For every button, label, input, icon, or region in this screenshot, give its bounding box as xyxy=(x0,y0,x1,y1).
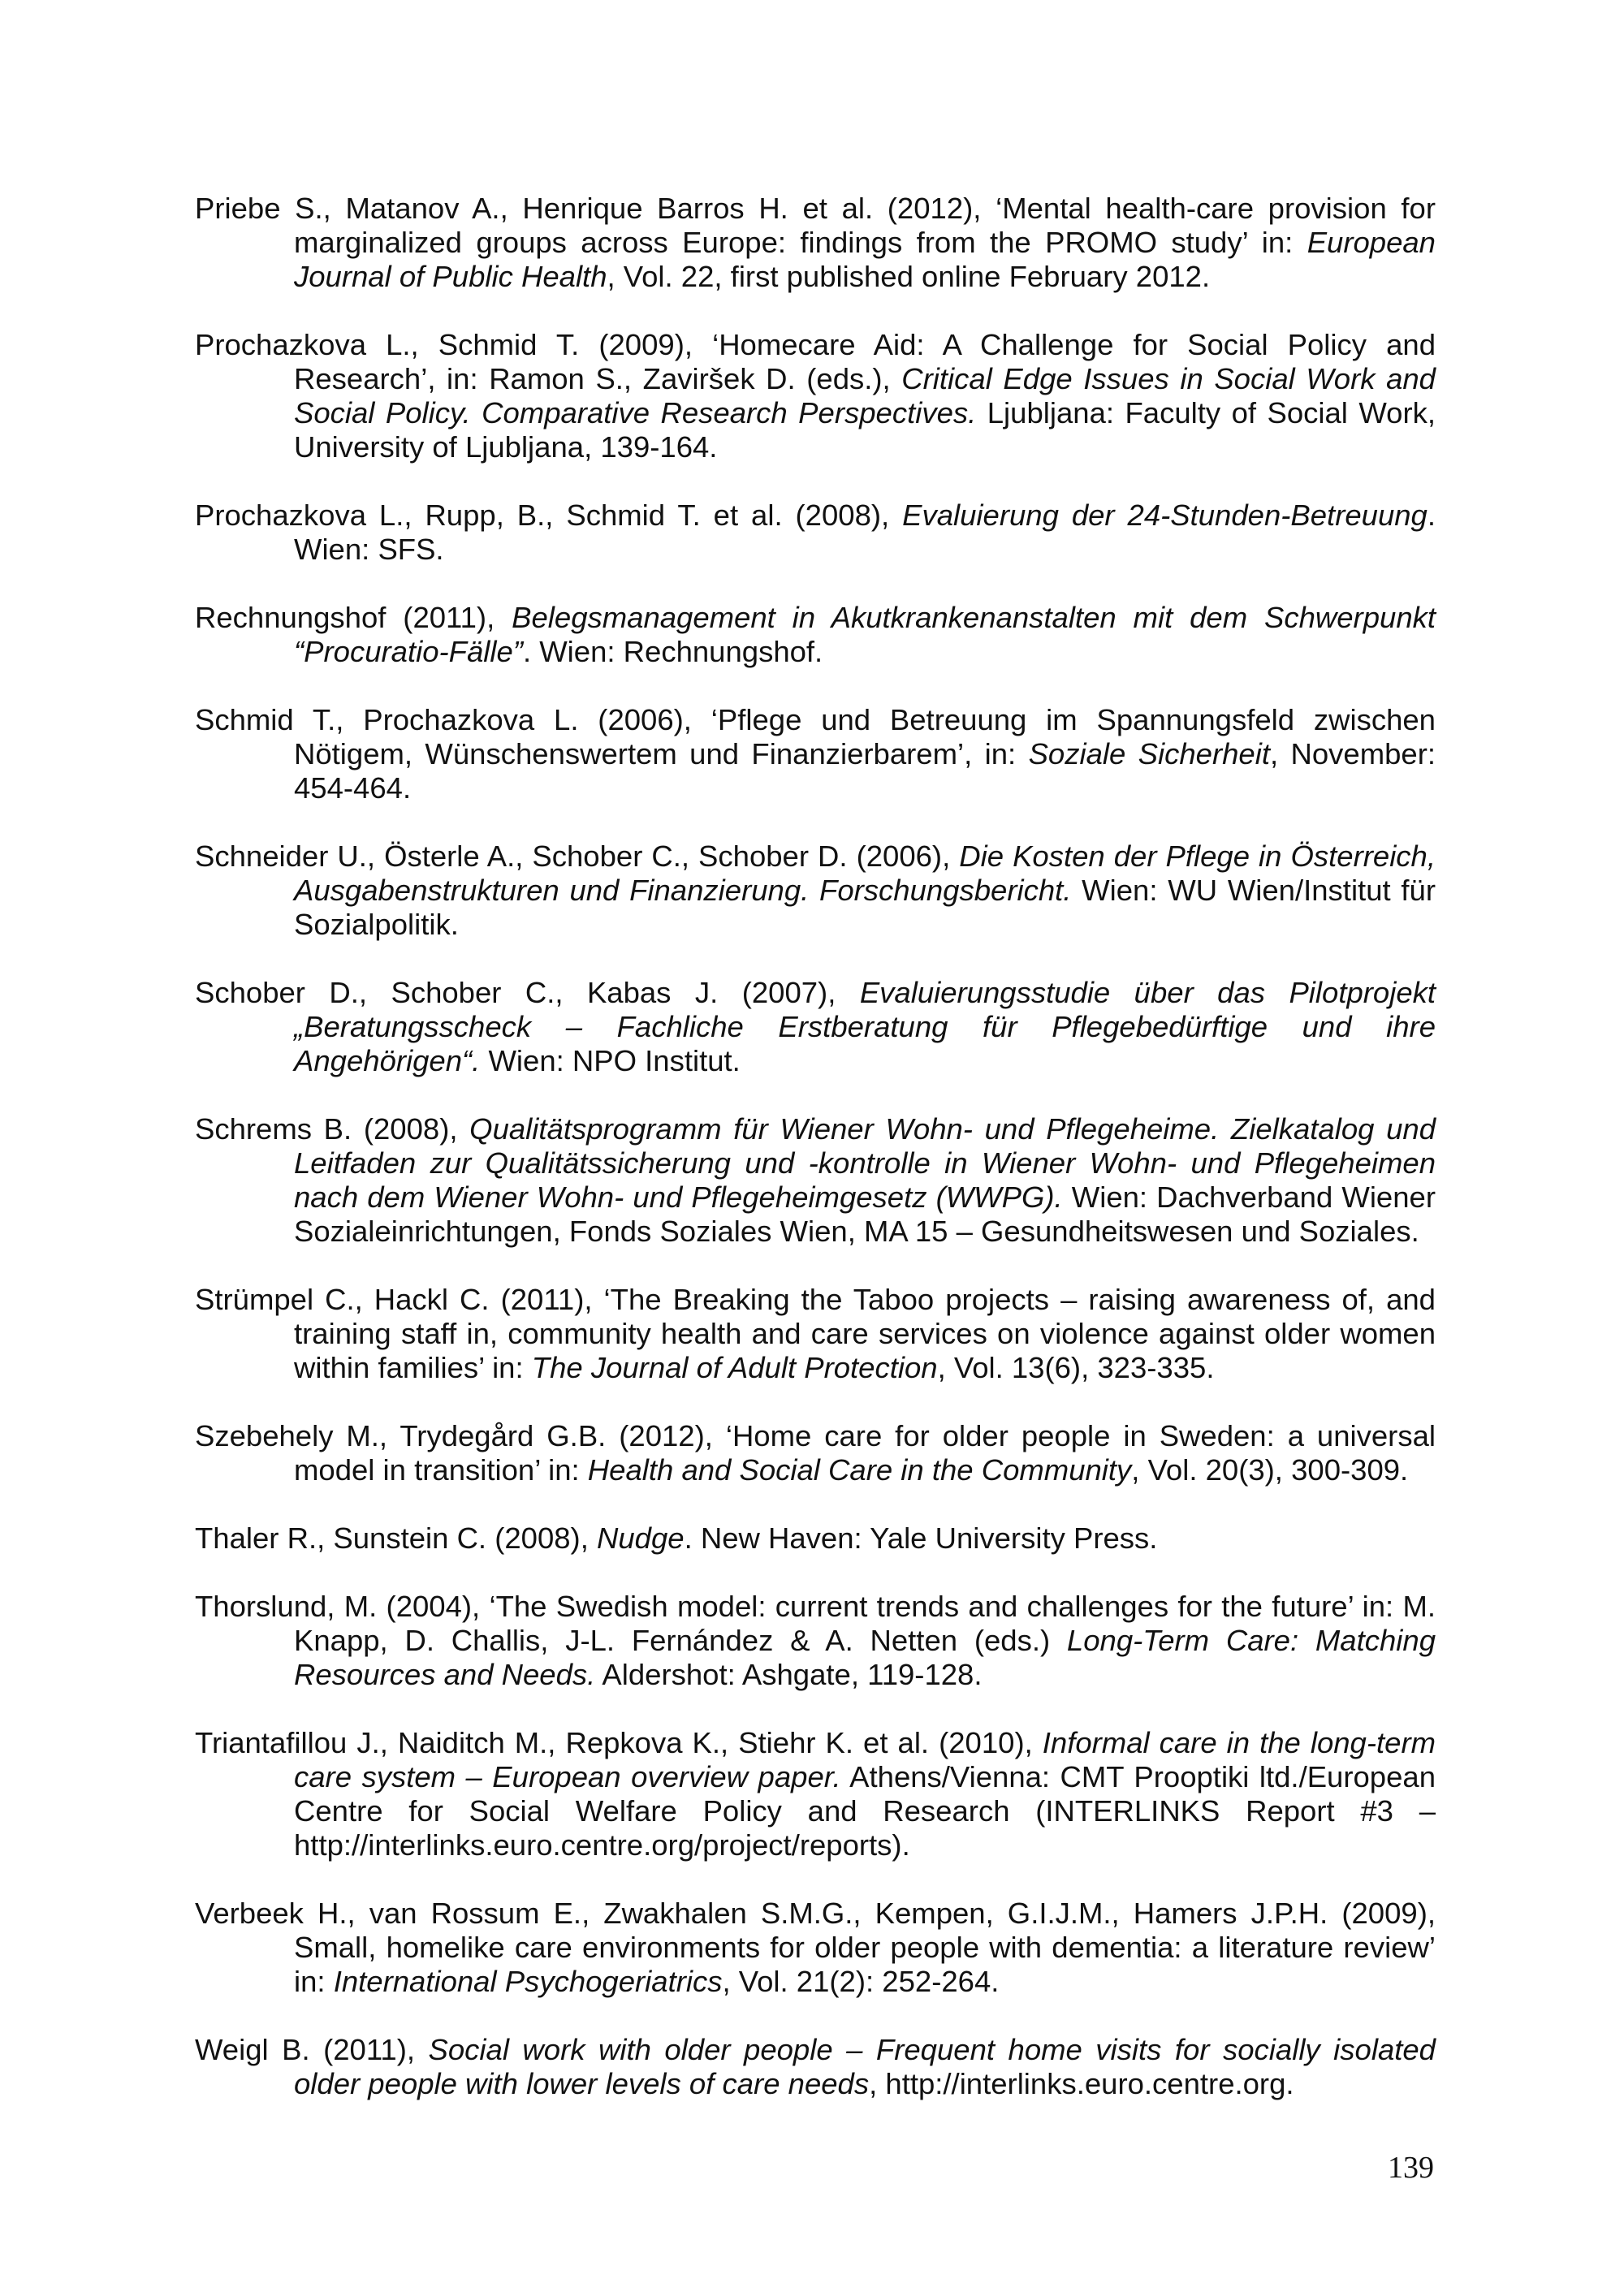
reference-title-italic: International Psychogeriatrics xyxy=(333,1965,723,1998)
reference-text: Thorslund, M. (2004), ‘The Swedish model: current trends and challenges for the future’ in: M. Knapp, D. Challis, J-L. Fernández & A. Netten (eds.) xyxy=(195,1590,1436,1657)
reference-text: , Vol. 20(3), 300-309. xyxy=(1131,1453,1409,1487)
reference-title-italic: Critical Edge Issues in Social Work and Social Policy. Comparative Research Perspectives. xyxy=(294,362,1436,429)
reference-entry xyxy=(195,1521,1436,1556)
reference-text: Wien: Dachverband Wiener Sozialeinrichtungen, Fonds Soziales Wien, MA 15 – Gesundheitswesen und Soziales. xyxy=(294,1180,1436,1248)
reference-entry xyxy=(195,1726,1436,1862)
reference-text: Wien: NPO Institut. xyxy=(480,1044,741,1077)
reference-entry xyxy=(195,1283,1436,1385)
page-number: 139 xyxy=(1388,2151,1434,2185)
reference-text: , Vol. 22, first published online February 2012. xyxy=(607,260,1211,293)
reference-text: Szebehely M., Trydegård G.B. (2012), ‘Home care for older people in Sweden: a universal model in transition’ in: xyxy=(195,1419,1436,1487)
reference-list xyxy=(195,192,1436,2135)
reference-text: , http://interlinks.euro.centre.org. xyxy=(869,2067,1294,2100)
reference-text: Schober D., Schober C., Kabas J. (2007), xyxy=(195,976,860,1009)
reference-text: Schmid T., Prochazkova L. (2006), ‘Pflege und Betreuung im Spannungsfeld zwischen Nötigem, Wünschenswertem und Finanzierbarem’, in: xyxy=(195,703,1436,770)
reference-text: . Wien: Rechnungshof. xyxy=(522,635,823,668)
reference-text: Athens/Vienna: CMT Prooptiki ltd./European Centre for Social Welfare Policy and Research (INTERLINKS Report #3 – http://interlinks.euro.centre.org/project/reports). xyxy=(294,1760,1436,1862)
reference-title-italic: Health and Social Care in the Community xyxy=(587,1453,1132,1487)
reference-title-italic: European Journal of Public Health xyxy=(294,226,1436,293)
reference-entry xyxy=(195,1897,1436,1999)
reference-text: , November: 454-464. xyxy=(294,737,1436,805)
reference-title-italic: Die Kosten der Pflege in Österreich, Ausgabenstrukturen und Finanzierung. Forschungsbericht. xyxy=(294,839,1436,907)
reference-text: Thaler R., Sunstein C. (2008), xyxy=(195,1521,597,1555)
reference-entry xyxy=(195,498,1436,567)
reference-text: Verbeek H., van Rossum E., Zwakhalen S.M.G., Kempen, G.I.J.M., Hamers J.P.H. (2009), Small, homelike care environments for older people with dementia: a literature review’ in: xyxy=(195,1897,1436,1998)
reference-text: Weigl B. (2011), xyxy=(195,2033,429,2066)
reference-title-italic: Belegsmanagement in Akutkrankenanstalten mit dem Schwerpunkt “Procuratio-Fälle” xyxy=(294,601,1436,668)
reference-title-italic: Long-Term Care: Matching Resources and Needs. xyxy=(294,1624,1436,1691)
reference-entry xyxy=(195,1590,1436,1692)
reference-title-italic: Qualitätsprogramm für Wiener Wohn- und Pflegeheime. Zielkatalog und Leitfaden zur Qualitätssicherung und -kontrolle in Wiener Wohn- und Pflegeheimen nach dem Wiener Wohn- und Pflegeheimgesetz (WWPG). xyxy=(294,1112,1436,1214)
reference-title-italic: Evaluierung der 24-Stunden-Betreuung xyxy=(902,498,1427,532)
reference-title-italic: Evaluierungsstudie über das Pilotprojekt „Beratungsscheck – Fachliche Erstberatung für Pflegebedürftige und ihre Angehörigen“. xyxy=(294,976,1436,1077)
reference-text: , Vol. 21(2): 252-264. xyxy=(722,1965,1000,1998)
reference-text: Strümpel C., Hackl C. (2011), ‘The Breaking the Taboo projects – raising awareness of, and training staff in, community health and care services on violence against older women within families’ in: xyxy=(195,1283,1436,1384)
reference-text: Prochazkova L., Rupp, B., Schmid T. et al. (2008), xyxy=(195,498,903,532)
reference-entry xyxy=(195,1419,1436,1487)
reference-text: Wien: WU Wien/Institut für Sozialpolitik. xyxy=(294,874,1436,941)
reference-text: Schrems B. (2008), xyxy=(195,1112,470,1146)
reference-title-italic: Social work with older people – Frequent home visits for socially isolated older people with lower levels of care needs xyxy=(294,2033,1436,2100)
reference-title-italic: The Journal of Adult Protection xyxy=(531,1351,938,1384)
reference-entry xyxy=(195,601,1436,669)
reference-entry xyxy=(195,328,1436,464)
reference-text: Ljubljana: Faculty of Social Work, University of Ljubljana, 139-164. xyxy=(294,396,1436,464)
reference-title-italic: Informal care in the long-term care system – European overview paper. xyxy=(294,1726,1436,1793)
reference-entry xyxy=(195,2033,1436,2101)
reference-text: . Wien: SFS. xyxy=(294,498,1436,566)
reference-entry xyxy=(195,703,1436,805)
reference-entry xyxy=(195,976,1436,1078)
reference-entry xyxy=(195,192,1436,294)
reference-text: Aldershot: Ashgate, 119-128. xyxy=(595,1658,983,1691)
reference-text: Triantafillou J., Naiditch M., Repkova K., Stiehr K. et al. (2010), xyxy=(195,1726,1043,1759)
reference-text: Schneider U., Österle A., Schober C., Schober D. (2006), xyxy=(195,839,960,873)
reference-entry xyxy=(195,839,1436,942)
reference-text: . New Haven: Yale University Press. xyxy=(684,1521,1158,1555)
reference-text: , Vol. 13(6), 323-335. xyxy=(937,1351,1215,1384)
reference-title-italic: Soziale Sicherheit xyxy=(1028,737,1270,770)
reference-text: Prochazkova L., Schmid T. (2009), ‘Homecare Aid: A Challenge for Social Policy and Research’, in: Ramon S., Zaviršek D. (eds.), xyxy=(195,328,1436,395)
reference-title-italic: Nudge xyxy=(597,1521,685,1555)
reference-text: Rechnungshof (2011), xyxy=(195,601,512,634)
reference-text: Priebe S., Matanov A., Henrique Barros H. et al. (2012), ‘Mental health-care provision for marginalized groups across Europe: findings from the PROMO study’ in: xyxy=(195,192,1436,259)
reference-entry xyxy=(195,1112,1436,1249)
